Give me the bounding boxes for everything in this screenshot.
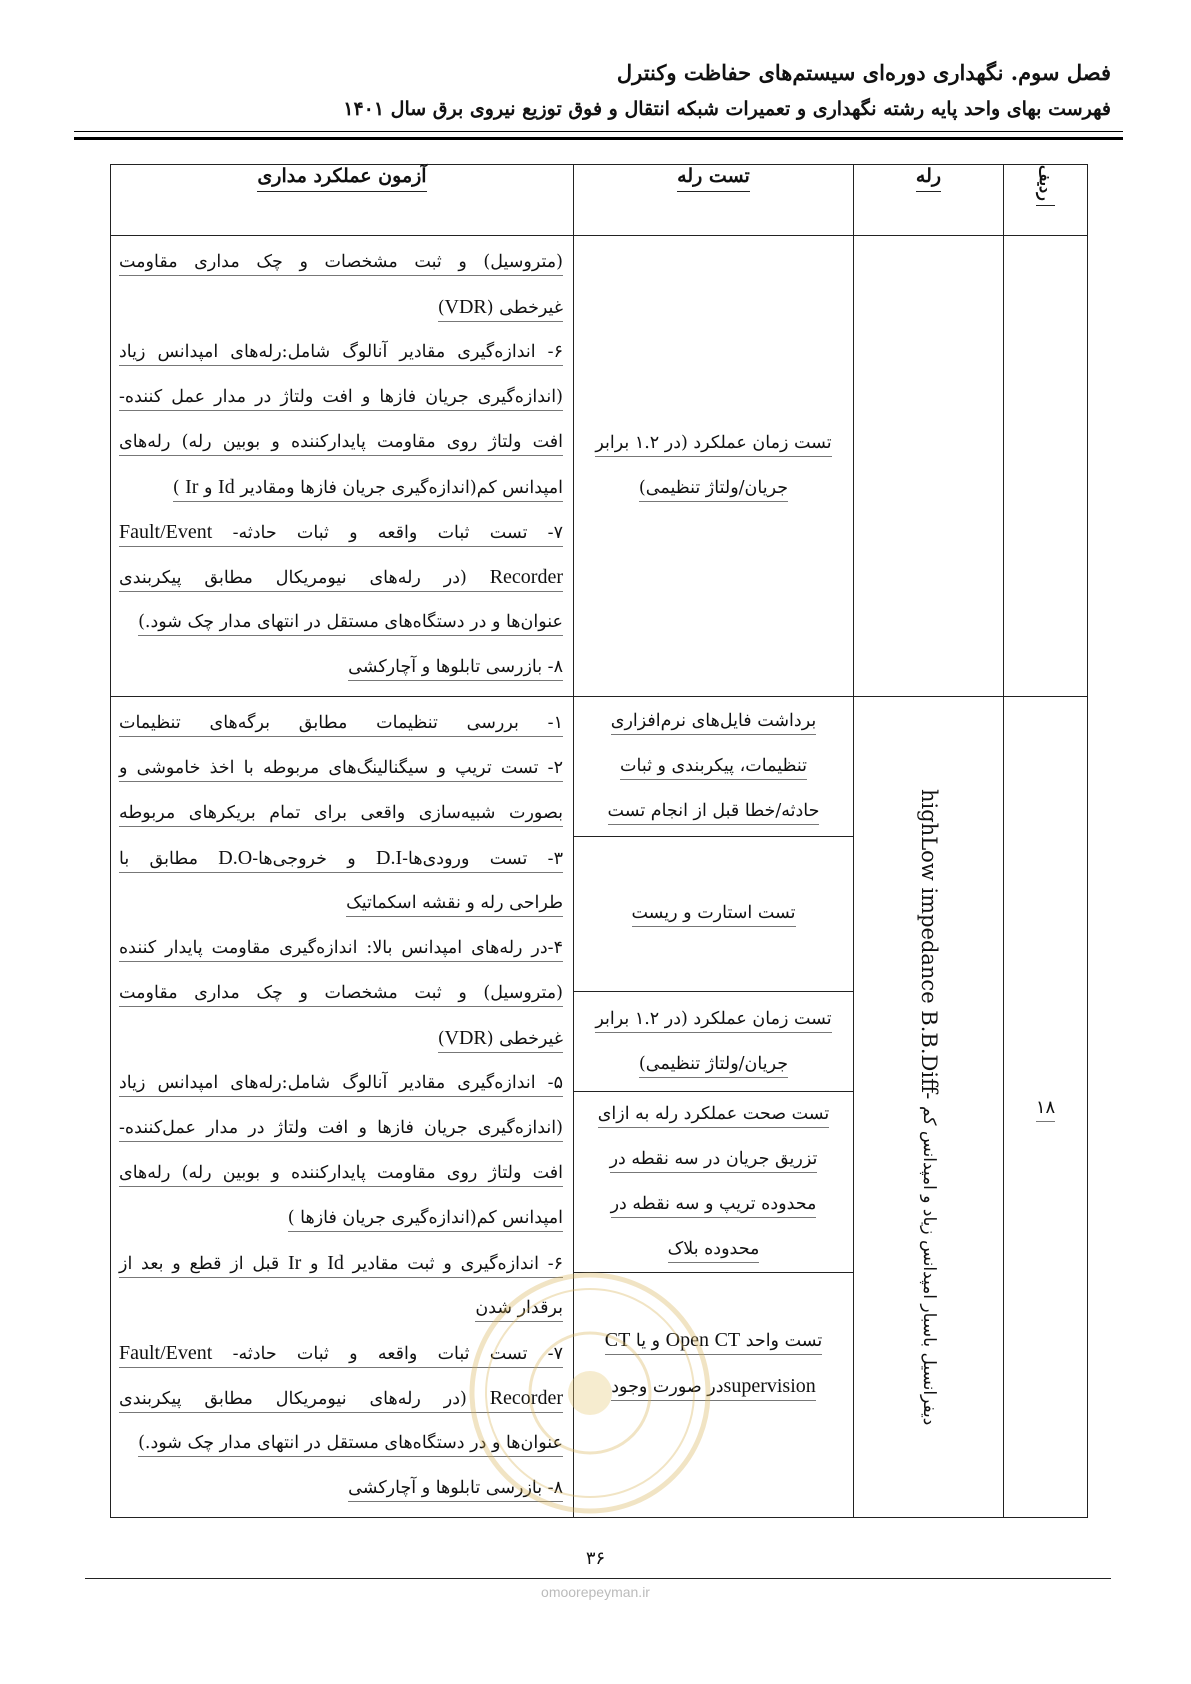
step-line: امپدانس کم(اندازه‌گیری جریان فازها ) [119, 1196, 563, 1241]
step-line: ۶- اندازه‌گیری مقادیر آنالوگ شامل:رله‌های امپدانس زیاد [119, 330, 563, 375]
test-line: محدوده بلاک [574, 1227, 853, 1272]
footer-rule [85, 1578, 1111, 1579]
relay-name-latin: highLow impedance B.B.Diff- [917, 788, 942, 1100]
test-line: supervisionدر صورت وجود [574, 1364, 853, 1410]
header-num: ردیف [1004, 165, 1088, 236]
step-line: (متروسیل) و ثبت مشخصات و چک مداری مقاومت [119, 240, 563, 285]
step-line: (اندازه‌گیری جریان فازها و افت ولتاژ در مدار عمل کننده- [119, 375, 563, 420]
step-line: ۲- تست تریپ و سیگنالینگ‌های مربوطه با اخذ خاموشی و [119, 746, 563, 791]
chapter-title: فصل سوم. نگهداری دوره‌ای سیستم‌های حفاظت وکنترل [616, 60, 1111, 85]
price-table [110, 164, 1088, 1518]
test-line: تنظیمات، پیکربندی و ثبات [574, 744, 853, 789]
header-rule-thick [74, 137, 1123, 140]
test-line: جریان/ولتاژ تنظیمی) [574, 1042, 853, 1087]
test-line: تست واحد Open CT و یا CT [574, 1318, 853, 1364]
row-test-cell [574, 236, 854, 697]
step-line: ۱- بررسی تنظیمات مطابق برگه‌های تنظیمات [119, 701, 563, 746]
step-line: افت ولتاژ روی مقاومت پایدارکننده و بوبین رله) رله‌های [119, 1151, 563, 1196]
step-line: ۸- بازرسی تابلوها و آچارکشی [119, 645, 563, 690]
step-line: ۶- اندازه‌گیری و ثبت مقادیر Id و Ir قبل از قطع و بعد از [119, 1241, 563, 1286]
relay-name-persian: دیفرانسیل باسبار امپدانس زیاد و امپدانس کم [919, 1105, 940, 1426]
watermark-url: omoorepeyman.ir [541, 1584, 650, 1600]
relay-name [916, 789, 941, 1425]
test-line: محدوده تریپ و سه نقطه در [574, 1182, 853, 1227]
row-steps-cell [111, 236, 574, 697]
step-line: ۴-در رله‌های امپدانس بالا: اندازه‌گیری مقاومت پایدار کننده [119, 926, 563, 971]
step-line: غیرخطی (VDR) [119, 1016, 563, 1061]
test-line: جریان/ولتاژ تنظیمی) [574, 466, 853, 511]
step-line: ۷- تست ثبات واقعه و ثبات حادثه- Fault/Event [119, 1331, 563, 1376]
test-item [574, 1273, 853, 1454]
document-title: فهرست بهای واحد پایه رشته نگهداری و تعمیرات شبکه انتقال و فوق توزیع نیروی برق سال ۱۴۰۱ [343, 98, 1111, 120]
row-relay-cell [854, 697, 1004, 1518]
step-line: ۳- تست ورودی‌ها-D.I و خروجی‌ها-D.O مطابق با [119, 836, 563, 881]
header-test: تست رله [574, 165, 854, 236]
test-line: تست زمان عملکرد (در ۱.۲ برابر [574, 997, 853, 1042]
step-line: Recorder (در رله‌های نیومریکال مطابق پیکربندی [119, 555, 563, 600]
page-number: ۳۶ [585, 1548, 606, 1569]
step-line: Recorder (در رله‌های نیومریکال مطابق پیکربندی [119, 1376, 563, 1421]
row-steps-cell [111, 697, 574, 1518]
step-line: غیرخطی (VDR) [119, 285, 563, 330]
test-line: تزریق جریان در سه نقطه در [574, 1137, 853, 1182]
step-line: (اندازه‌گیری جریان فازها و افت ولتاژ در مدار عمل‌کننده- [119, 1106, 563, 1151]
step-line: عنوان‌ها و در دستگاه‌های مستقل در انتهای مدار چک شود.) [119, 600, 563, 645]
test-item [574, 697, 853, 837]
test-line: برداشت فایل‌های نرم‌افزاری [574, 699, 853, 744]
test-line: تست استارت و ریست [574, 891, 853, 936]
row-test-cell [574, 697, 854, 1518]
test-item [574, 992, 853, 1092]
row-number-cell [1004, 697, 1088, 1518]
row-number: ۱۸ [1004, 1097, 1087, 1118]
step-line: امپدانس کم(اندازه‌گیری جریان فازها ومقادیر Id و Ir ) [119, 465, 563, 510]
test-item [574, 1092, 853, 1273]
header-performance: آزمون عملکرد مداری [111, 165, 574, 236]
step-line: (متروسیل) و ثبت مشخصات و چک مداری مقاومت [119, 971, 563, 1016]
test-item [574, 837, 853, 992]
step-line: برقدار شدن [119, 1286, 563, 1331]
header-relay: رله [854, 165, 1004, 236]
step-line: افت ولتاژ روی مقاومت پایدارکننده و بوبین رله) رله‌های [119, 420, 563, 465]
table-header-row [111, 165, 1088, 236]
row-number-cell [1004, 236, 1088, 697]
table-row [111, 697, 1088, 1518]
header-rule-thin [74, 131, 1123, 132]
step-line: ۵- اندازه‌گیری مقادیر آنالوگ شامل:رله‌های امپدانس زیاد [119, 1061, 563, 1106]
step-line: ۸- بازرسی تابلوها و آچارکشی [119, 1466, 563, 1511]
row-relay-cell [854, 236, 1004, 697]
step-line: طراحی رله و نقشه اسکماتیک [119, 881, 563, 926]
test-line: حادثه/خطا قبل از انجام تست [574, 789, 853, 834]
step-line: عنوان‌ها و در دستگاه‌های مستقل در انتهای مدار چک شود.) [119, 1421, 563, 1466]
test-line: تست صحت عملکرد رله به ازای [574, 1092, 853, 1137]
step-line: ۷- تست ثبات واقعه و ثبات حادثه- Fault/Event [119, 510, 563, 555]
test-line: تست زمان عملکرد (در ۱.۲ برابر [574, 421, 853, 466]
step-line: بصورت شبیه‌سازی واقعی برای تمام بریکرهای مربوطه [119, 791, 563, 836]
table-row [111, 236, 1088, 697]
